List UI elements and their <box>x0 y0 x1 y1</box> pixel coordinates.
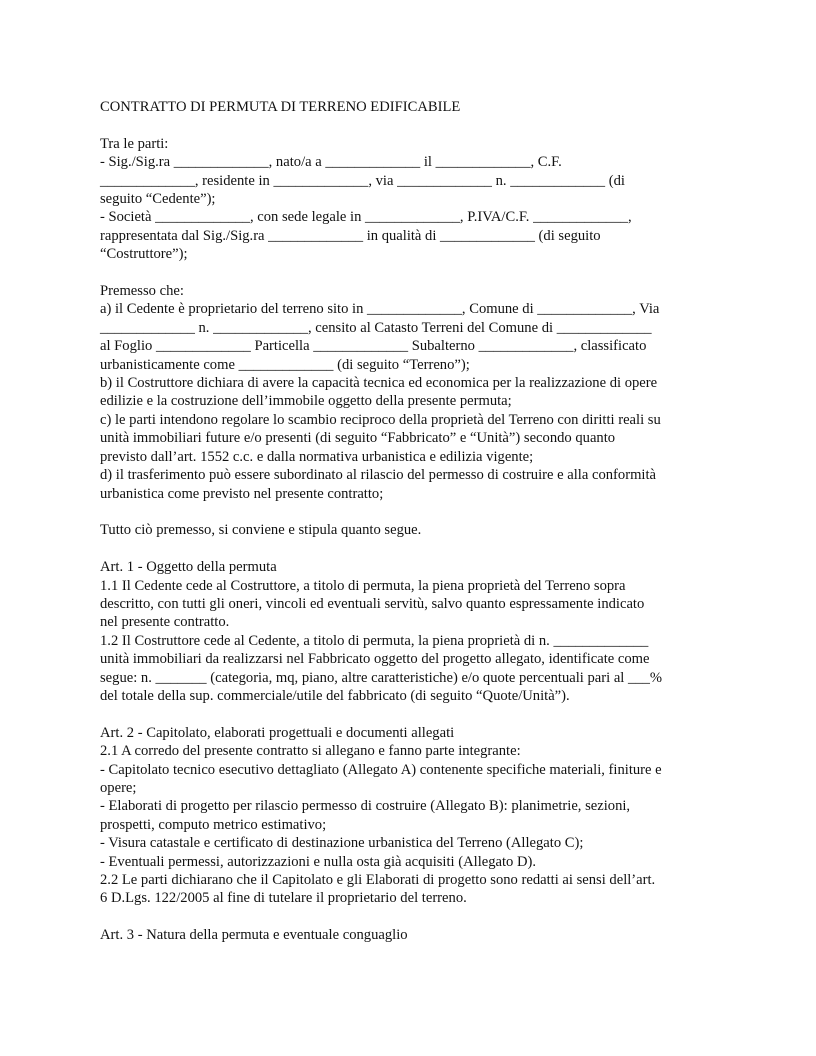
article-1-line: 1.2 Il Costruttore cede al Cedente, a titolo di permuta, la piena proprietà di n. _____________ <box>100 632 649 649</box>
parties-line: rappresentata dal Sig./Sig.ra _____________ in qualità di _____________ (di seguito <box>100 227 601 244</box>
spacer <box>100 264 720 282</box>
premises-line: a) il Cedente è proprietario del terreno sito in _____________, Comune di _____________, Via <box>100 301 660 318</box>
article-2-line: - Eventuali permessi, autorizzazioni e nulla osta già acquisiti (Allegato D). <box>100 853 537 870</box>
article-1-line: segue: n. _______ (categoria, mq, piano, altre caratteristiche) e/o quote percentuali pari al ___% <box>100 669 663 686</box>
parties-line: seguito “Cedente”); <box>100 191 216 208</box>
spacer <box>100 540 720 558</box>
article-1-line: descritto, con tutti gli oneri, vincoli ed eventuali servitù, salvo quanto espressamente indicato <box>100 595 645 612</box>
premises-line: urbanistica come previsto nel presente contratto; <box>100 485 384 502</box>
parties-line: - Società _____________, con sede legale in _____________, P.IVA/C.F. _____________, <box>100 209 632 226</box>
spacer <box>100 908 720 926</box>
parties-heading: Tra le parti: <box>100 135 169 152</box>
article-2-line: - Visura catastale e certificato di destinazione urbanistica del Terreno (Allegato C); <box>100 835 584 852</box>
article-2-line: prospetti, computo metrico estimativo; <box>100 816 327 833</box>
article-2 <box>100 724 720 908</box>
agreement-statement <box>100 521 720 539</box>
premises-line: urbanisticamente come _____________ (di seguito “Terreno”); <box>100 356 470 373</box>
parties-line: _____________, residente in _____________, via _____________ n. _____________ (di <box>100 172 625 189</box>
document-page <box>100 98 720 945</box>
premises-line: b) il Costruttore dichiara di avere la capacità tecnica ed economica per la realizzazione di opere <box>100 375 658 392</box>
article-2-line: - Capitolato tecnico esecutivo dettagliato (Allegato A) contenente specifiche materiali, finiture e <box>100 761 662 778</box>
document-title <box>100 98 720 116</box>
premises-heading: Premesso che: <box>100 283 184 300</box>
article-1 <box>100 558 720 705</box>
spacer <box>100 705 720 723</box>
article-1-line: nel presente contratto. <box>100 614 230 631</box>
title-text: CONTRATTO DI PERMUTA DI TERRENO EDIFICABILE <box>100 99 461 115</box>
premises-section <box>100 282 720 503</box>
agreement-text: Tutto ciò premesso, si conviene e stipula quanto segue. <box>100 522 422 539</box>
premises-line: c) le parti intendono regolare lo scambio reciproco della proprietà del Terreno con diritti reali su <box>100 411 661 428</box>
spacer <box>100 503 720 521</box>
parties-section <box>100 135 720 264</box>
premises-line: previsto dall’art. 1552 c.c. e dalla normativa urbanistica e edilizia vigente; <box>100 448 534 465</box>
article-1-line: 1.1 Il Cedente cede al Costruttore, a titolo di permuta, la piena proprietà del Terreno sopra <box>100 577 626 594</box>
article-3-heading: Art. 3 - Natura della permuta e eventuale conguaglio <box>100 927 408 944</box>
premises-line: _____________ n. _____________, censito al Catasto Terreni del Comune di _____________ <box>100 319 652 336</box>
premises-line: edilizie e la costruzione dell’immobile oggetto della presente permuta; <box>100 393 512 410</box>
article-3 <box>100 926 720 944</box>
article-2-line: - Elaborati di progetto per rilascio permesso di costruire (Allegato B): planimetrie, sezioni, <box>100 798 631 815</box>
article-2-line: 6 D.Lgs. 122/2005 al fine di tutelare il proprietario del terreno. <box>100 890 467 907</box>
article-1-line: del totale della sup. commerciale/utile del fabbricato (di seguito “Quote/Unità”). <box>100 687 570 704</box>
article-1-line: unità immobiliari da realizzarsi nel Fabbricato oggetto del progetto allegato, identificate come <box>100 651 650 668</box>
spacer <box>100 116 720 134</box>
premises-line: al Foglio _____________ Particella _____________ Subalterno _____________, classificato <box>100 338 647 355</box>
parties-line: “Costruttore”); <box>100 246 188 263</box>
premises-line: d) il trasferimento può essere subordinato al rilascio del permesso di costruire e alla conformità <box>100 467 657 484</box>
article-2-line: 2.2 Le parti dichiarano che il Capitolato e gli Elaborati di progetto sono redatti ai sensi dell’art. <box>100 871 656 888</box>
parties-line: - Sig./Sig.ra _____________, nato/a a _____________ il _____________, C.F. <box>100 154 562 171</box>
article-1-heading: Art. 1 - Oggetto della permuta <box>100 559 277 576</box>
article-2-line: 2.1 A corredo del presente contratto si allegano e fanno parte integrante: <box>100 743 521 760</box>
article-2-line: opere; <box>100 779 137 796</box>
premises-line: unità immobiliari future e/o presenti (di seguito “Fabbricato” e “Unità”) secondo quanto <box>100 430 616 447</box>
article-2-heading: Art. 2 - Capitolato, elaborati progettuali e documenti allegati <box>100 724 455 741</box>
